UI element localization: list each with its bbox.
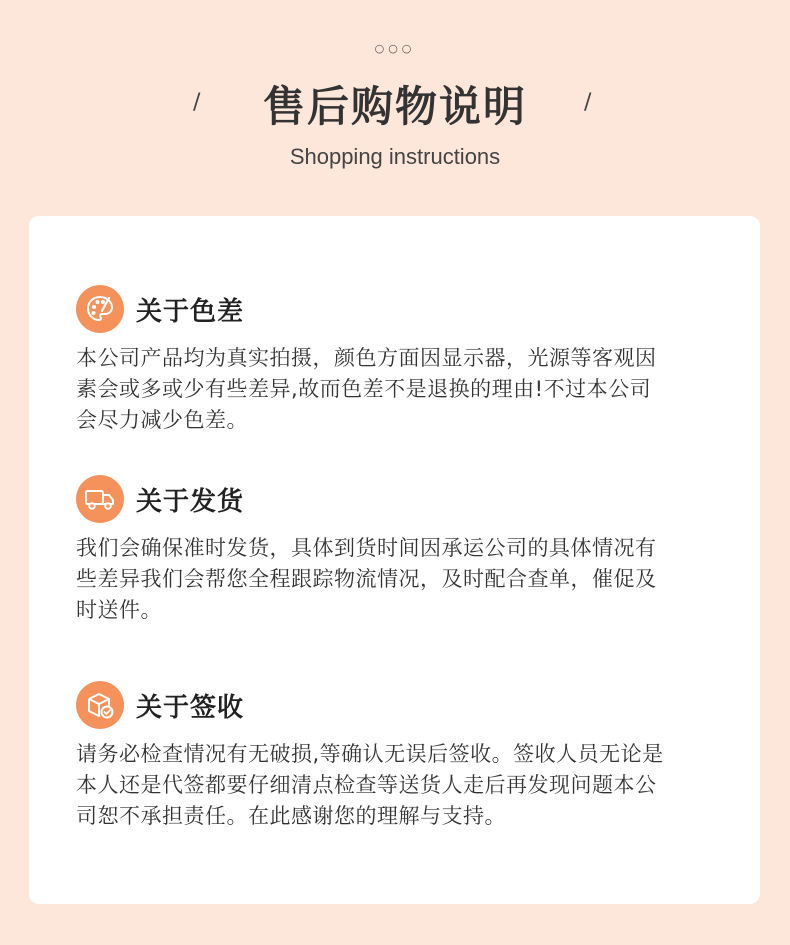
truck-icon	[76, 475, 124, 523]
content-card	[29, 216, 760, 904]
title-slash-right: /	[584, 90, 592, 115]
body-line: 些差异我们会帮您全程跟踪物流情况，及时配合查单，催促及	[76, 567, 657, 591]
body-line: 本公司产品均为真实拍摄，颜色方面因显示器，光源等客观因	[76, 346, 657, 370]
body-line: 司恕不承担责任。在此感谢您的理解与支持。	[76, 804, 506, 828]
section-header	[76, 285, 736, 333]
page-title: 售后购物说明	[262, 82, 527, 131]
section-body	[76, 739, 736, 832]
section-title: 关于色差	[136, 296, 245, 327]
section-header	[76, 681, 736, 729]
palette-icon	[76, 285, 124, 333]
page-subtitle: Shopping instructions	[289, 144, 501, 169]
package-check-icon	[76, 681, 124, 729]
section-body	[76, 343, 736, 436]
body-line: 本人还是代签都要仔细清点检查等送货人走后再发现问题本公	[76, 773, 657, 797]
body-line: 我们会确保准时发货，具体到货时间因承运公司的具体情况有	[76, 536, 657, 560]
body-line: 请务必检查情况有无破损,等确认无误后签收。签收人员无论是	[76, 742, 664, 766]
section-title: 关于发货	[136, 486, 245, 517]
section-shipping	[76, 475, 736, 626]
section-body	[76, 533, 736, 626]
title-slash-left: /	[193, 90, 201, 115]
section-color-difference	[76, 285, 736, 436]
section-receipt	[76, 681, 736, 832]
body-line: 素会或多或少有些差异,故而色差不是退换的理由!不过本公司	[76, 377, 652, 401]
body-line: 会尽力减少色差。	[76, 408, 248, 432]
section-header	[76, 475, 736, 523]
section-title: 关于签收	[136, 692, 245, 723]
body-line: 时送件。	[76, 598, 162, 622]
decorative-dots: ○○○	[374, 42, 416, 55]
